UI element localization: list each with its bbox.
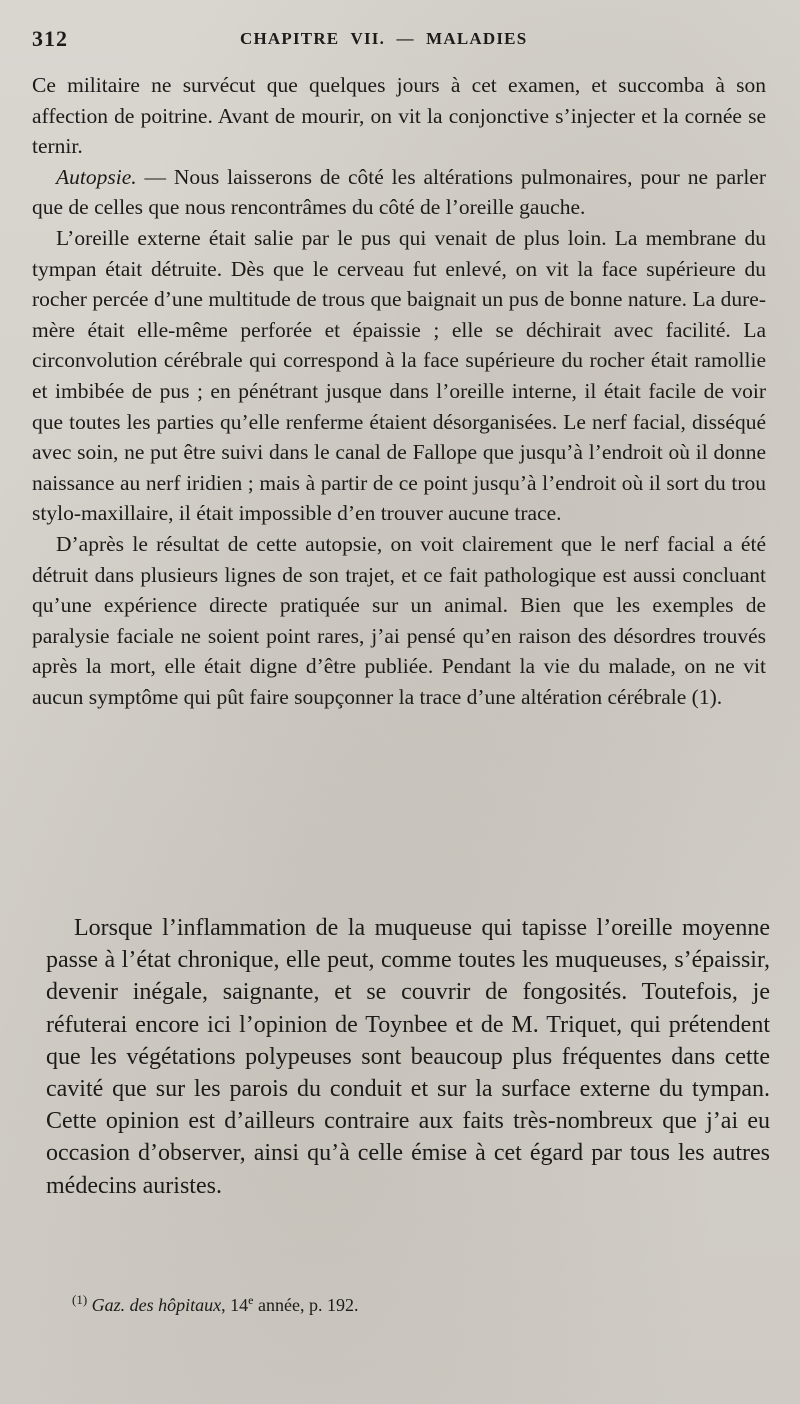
case-report (32, 70, 766, 712)
case-paragraph-2-text: — Nous laisserons de côté les altérations pulmonaires, pour ne parler que de celles que nous rencontrâmes du côté de l’oreille gauche. (32, 164, 766, 220)
case-paragraph-2 (32, 162, 766, 223)
autopsie-label: Autopsie. (56, 164, 137, 189)
running-title: CHAPITRE VII. — MALADIES (240, 29, 528, 48)
page-number: 312 (32, 26, 68, 51)
footnote-edition: , 14 (221, 1295, 249, 1315)
case-paragraph-3: L’oreille externe était salie par le pus qui venait de plus loin. La membrane du tympan était détruite. Dès que le cerveau fut enlevé, on vit la face supérieure du rocher percée d’une multitude de trous que baignait un pus de bonne nature. La dure-mère était elle-même perforée et épaissie ; elle se déchirait avec facilité. La circonvolution cérébrale qui correspond à la face supérieure du rocher était ramollie et imbibée de pus ; en pénétrant jusque dans l’oreille interne, il était facile de voir que toutes les parties qu’elle renferme étaient désorganisées. Le nerf facial, disséqué avec soin, ne put être suivi dans le canal de Fallope que jusqu’à l’endroit où il donne naissance au nerf iridien ; mais à partir de ce point jusqu’à l’endroit où il sort du trou stylo-maxillaire, il était impossible d’en trouver aucune trace. (32, 225, 766, 526)
case-paragraph-4 (32, 529, 766, 713)
footnote-rest: année, p. 192. (253, 1295, 359, 1315)
footnote-journal: Gaz. des hôpitaux (91, 1295, 222, 1315)
case-paragraph-1: Ce militaire ne survécut que quelques jours à cet examen, et succomba à son affection de poitrine. Avant de mourir, on vit la conjonctive s’injecter et la cornée se ternir. (32, 73, 766, 159)
body-paragraph-1: Lorsque l’inflammation de la muqueuse qui tapisse l’oreille moyenne passe à l’état chronique, elle peut, comme toutes les muqueuses, s’épaissir, devenir inégale, saignante, et se couvrir de fongosités. Toutefois, je réfuterai encore ici l’opinion de Toynbee et de M. Triquet, qui prétendent que les végétations polypeuses sont beaucoup plus fréquentes dans cette cavité que sur les parois du conduit et sur la surface externe du tympan. Cette opinion est d’ailleurs contraire aux faits très-nombreux que j’ai eu occasion d’observer, ainsi qu’à celle émise à cet égard par tous les autres médecins auristes. (46, 915, 770, 1199)
footnote-reference: (1). (686, 684, 723, 709)
case-paragraph-4-text: D’après le résultat de cette autopsie, on voit clairement que le nerf facial a été détruit dans plusieurs lignes de son trajet, et ce fait pathologique est aussi concluant qu’une expérience directe pratiquée sur un animal. Bien que les exemples de paralysie faciale ne soient point rares, j’ai pensé qu’en raison des désordres trouvés après la mort, elle était digne d’être publiée. Pendant la vie du malade, on ne vit aucun symptôme qui pût faire soupçonner la trace d’une altération cérébrale (32, 531, 766, 709)
body-text (46, 912, 770, 1202)
footnote (72, 1288, 752, 1317)
footnote-edition-sup: e (248, 1293, 254, 1307)
page-header (32, 26, 772, 50)
footnote-marker: (1) (72, 1292, 88, 1307)
